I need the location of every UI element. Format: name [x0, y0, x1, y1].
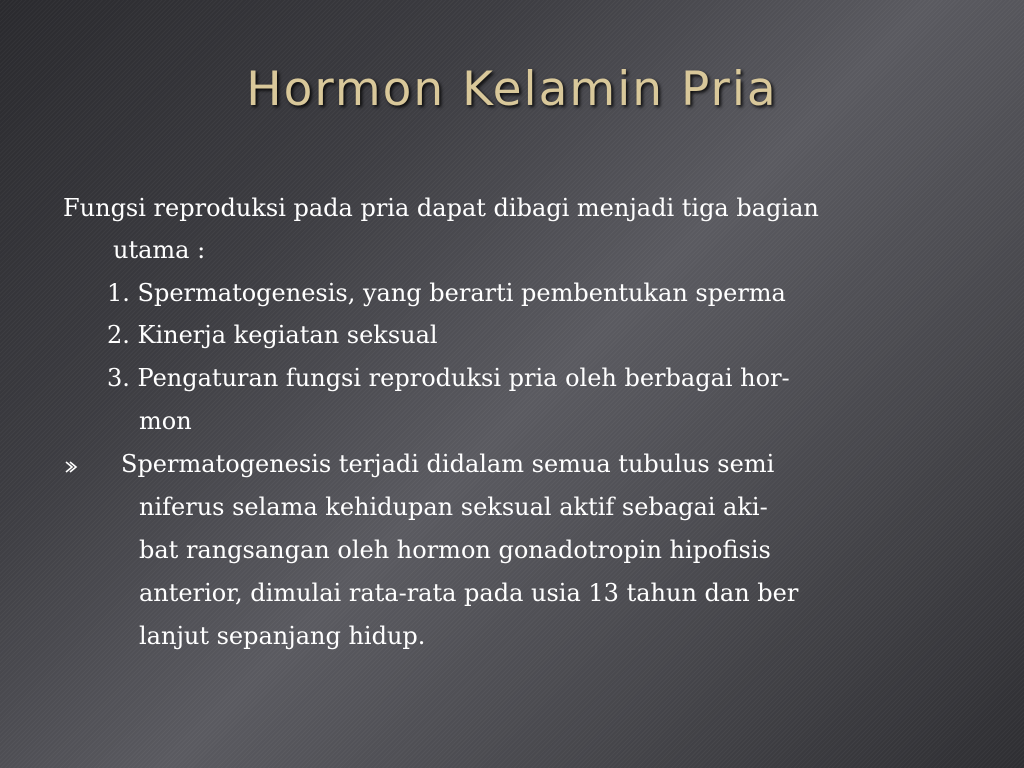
list-item-3: 3. Pengaturan fungsi reproduksi pria oleh berbagai hor-: [107, 364, 790, 392]
intro-line-2: utama :: [113, 236, 206, 264]
list-item-2: 2. Kinerja kegiatan seksual: [107, 321, 438, 349]
intro-line-1: Fungsi reproduksi pada pria dapat dibagi menjadi tiga bagian: [63, 194, 819, 222]
bullet-line-5: lanjut sepanjang hidup.: [139, 622, 426, 650]
bullet-line-1: Spermatogenesis terjadi didalam semua tubulus semi: [121, 450, 775, 478]
list-item-1: 1. Spermatogenesis, yang berarti pembentukan sperma: [107, 279, 786, 307]
bullet-line-4: anterior, dimulai rata-rata pada usia 13 tahun dan ber: [139, 579, 799, 607]
bullet-line-2: niferus selama kehidupan seksual aktif sebagai aki-: [139, 493, 768, 521]
arrow-bullet-icon: [64, 460, 78, 474]
slide-title: Hormon Kelamin Pria: [246, 62, 778, 117]
bullet-line-3: bat rangsangan oleh hormon gonadotropin hipofisis: [139, 536, 771, 564]
list-item-3-continued: mon: [139, 407, 192, 435]
